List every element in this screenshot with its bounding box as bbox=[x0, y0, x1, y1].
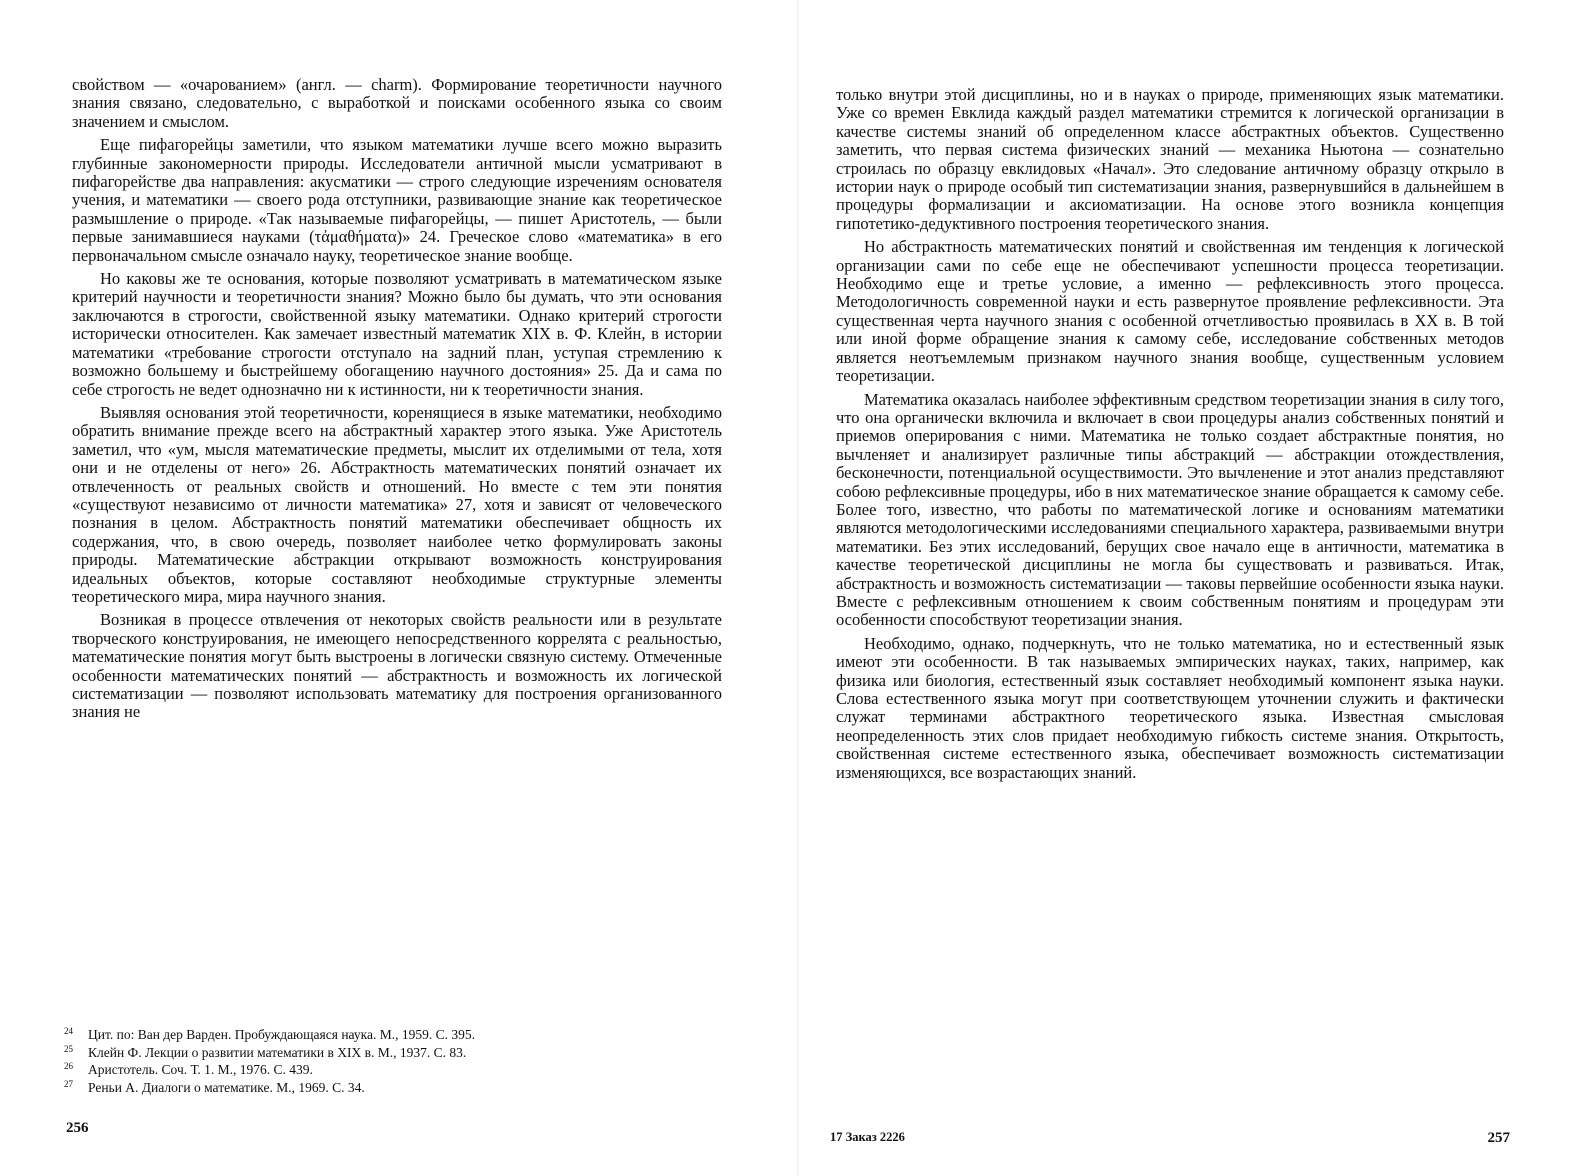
footnote-number: 24 bbox=[64, 1026, 73, 1036]
paragraph: только внутри этой дисциплины, но и в науках о природе, применяющих язык математики. Уже со времен Евклида каждый раздел математики стремится к логической организации в качестве системы знаний об определенном классе абстрактных объектов. Существенно заметить, что первая система физических знаний — механика Ньютона — сознательно строилась по образцу евклидовых «Начал». Это следование античному образцу открыло в истории наук о природе особый тип систематизации знания, развернувшийся в дальнейшем в процедуры формализации и аксиоматизации. На основе этого возникла концепция гипотетико-дедуктивного построения теоретического знания. bbox=[836, 85, 1504, 233]
paragraph: Но абстрактность математических понятий и свойственная им тенденция к логической организации сами по себе еще не обеспечивают успешности процесса теоретизации. Необходимо еще и третье условие, а именно — рефлексивность этого процесса. Методологичность современной науки и есть развернутое проявление рефлексивности. Эта существенная черта научного знания с особенной отчетливостью проявилась в XX в. В той или иной форме обращение знания к самому себе, исследование собственных методов является неотъемлемым признаком научного знания вообще, существенным условием теоретизации. bbox=[836, 237, 1504, 386]
right-page bbox=[798, 0, 1596, 1176]
right-text-column bbox=[836, 86, 1504, 787]
footnote-number: 26 bbox=[64, 1061, 73, 1071]
footnote-number: 27 bbox=[64, 1078, 73, 1089]
footnote bbox=[64, 1061, 704, 1079]
printer-signature: 17 Заказ 2226 bbox=[830, 1130, 905, 1144]
footnote-number: 25 bbox=[64, 1043, 73, 1054]
footnote bbox=[64, 1026, 704, 1044]
footnote-text: Клейн Ф. Лекции о развитии математики в XIX в. М., 1937. С. 83. bbox=[88, 1044, 467, 1060]
paragraph: Необходимо, однако, подчеркнуть, что не только математика, но и естественный язык имеют эти особенности. В так называемых эмпирических науках, таких, например, как физика или биология, естественный язык составляет необходимый компонент языка науки. Слова естественного языка могут при соответствующем уточнении служить и фактически служат терминами абстрактного теоретического языка. Известная смысловая неопределенность этих слов придает необходимую гибкость системе знания. Открытость, свойственная системе естественного языка, обеспечивает возможность систематизации изменяющихся, все возрастающих знаний. bbox=[836, 633, 1504, 782]
footnote-text: Реньи А. Диалоги о математике. М., 1969. С. 34. bbox=[88, 1079, 365, 1095]
footnote bbox=[64, 1079, 704, 1097]
left-text-column bbox=[72, 76, 722, 727]
footnote-text: Цит. по: Ван дер Варден. Пробуждающаяся наука. М., 1959. С. 395. bbox=[88, 1027, 475, 1042]
footnotes bbox=[64, 1026, 704, 1096]
paragraph: Возникая в процессе отвлечения от некоторых свойств реальности или в результате творческого конструирования, не имеющего непосредственного коррелята с реальностью, математические понятия могут быть выстроены в логически связную систему. Отмеченные особенности математических понятий — абстрактность и возможность их логической систематизации — позволяют использовать математику для построения организованного знания не bbox=[72, 610, 722, 722]
footnote-text: Аристотель. Соч. Т. 1. М., 1976. С. 439. bbox=[88, 1062, 313, 1077]
page-number: 257 bbox=[1487, 1130, 1510, 1146]
paragraph: Математика оказалась наиболее эффективным средством теоретизации знания в силу того, что она органически включила и включает в свои процедуры анализ собственных понятий и приемов оперирования с ними. Математика не только создает абстрактные понятия, но вычленяет и анализирует различные типы абстракций — абстракции отождествления, бесконечности, потенциальной осуществимости. Это вычленение и этот анализ представляют собою рефлексивные процедуры, ибо в них математическое знание обращается к самому себе. Более того, известно, что работы по математической логике и основаниям математики являются методологическими исследованиями специального характера, развиваемыми внутри математики. Без этих исследований, берущих свое начало еще в античности, математика в качестве теоретической дисциплины не могла бы существовать и развиваться. Итак, абстрактность и возможность систематизации — таковы первейшие особенности языка науки. Вместе с рефлексивным отношением к своим собственным понятиям и процедурам эти особенности способствуют теоретизации знания. bbox=[836, 389, 1504, 630]
paragraph: Выявляя основания этой теоретичности, коренящиеся в языке математики, необходимо обратить внимание прежде всего на абстрактный характер этого языка. Уже Аристотель заметил, что «ум, мысля математические предметы, мыслит их отделимыми от тела, хотя они и не отделены от него» 26. Абстрактность математических понятий означает их отвлеченность от реальных свойств и отношений. Но вместе с тем эти понятия «существуют независимо от личности математика» 27, хотя и зависят от человеческого познания в целом. Абстрактность понятий математики обеспечивает общность их содержания, что, в свою очередь, позволяет наиболее четко формулировать законы природы. Математические абстракции открывают возможность конструирования идеальных объектов, которые составляют необходимые структурные элементы теоретического мира, мира научного знания. bbox=[72, 402, 722, 606]
paragraph: Но каковы же те основания, которые позволяют усматривать в математическом языке критерий научности и теоретичности знания? Можно было бы думать, что эти основания заключаются в строгости, свойственной языку математики. Однако критерий строгости исторически относителен. Как замечает известный математик XIX в. Ф. Клейн, в истории математики «требование строгости отступало на задний план, уступая стремлению к возможно большему и быстрейшему обогащению научного достояния» 25. Да и сама по себе строгость не ведет однозначно ни к истинности, ни к теоретичности знания. bbox=[72, 269, 722, 399]
page-number: 256 bbox=[66, 1120, 89, 1136]
paragraph: свойством — «очарованием» (англ. — charm). Формирование теоретичности научного знания связано, следовательно, с выработкой и поисками особенного языка со своим значением и смыслом. bbox=[72, 75, 722, 131]
footnote bbox=[64, 1044, 704, 1062]
paragraph: Еще пифагорейцы заметили, что языком математики лучше всего можно выразить глубинные закономерности природы. Исследователи античной мысли усматривают в пифагорействе два направления: акусматики — строго следующие изречениям основателя учения, и математики — своего рода отступники, развивающие знание как теоретическое размышление о природе. «Так называемые пифагорейцы, — пишет Аристотель, — были первые занимавшиеся науками (τἀμαθήματα)» 24. Греческое слово «математика» в его первоначальном смысле означало науку, теоретическое знание вообще. bbox=[72, 135, 722, 265]
